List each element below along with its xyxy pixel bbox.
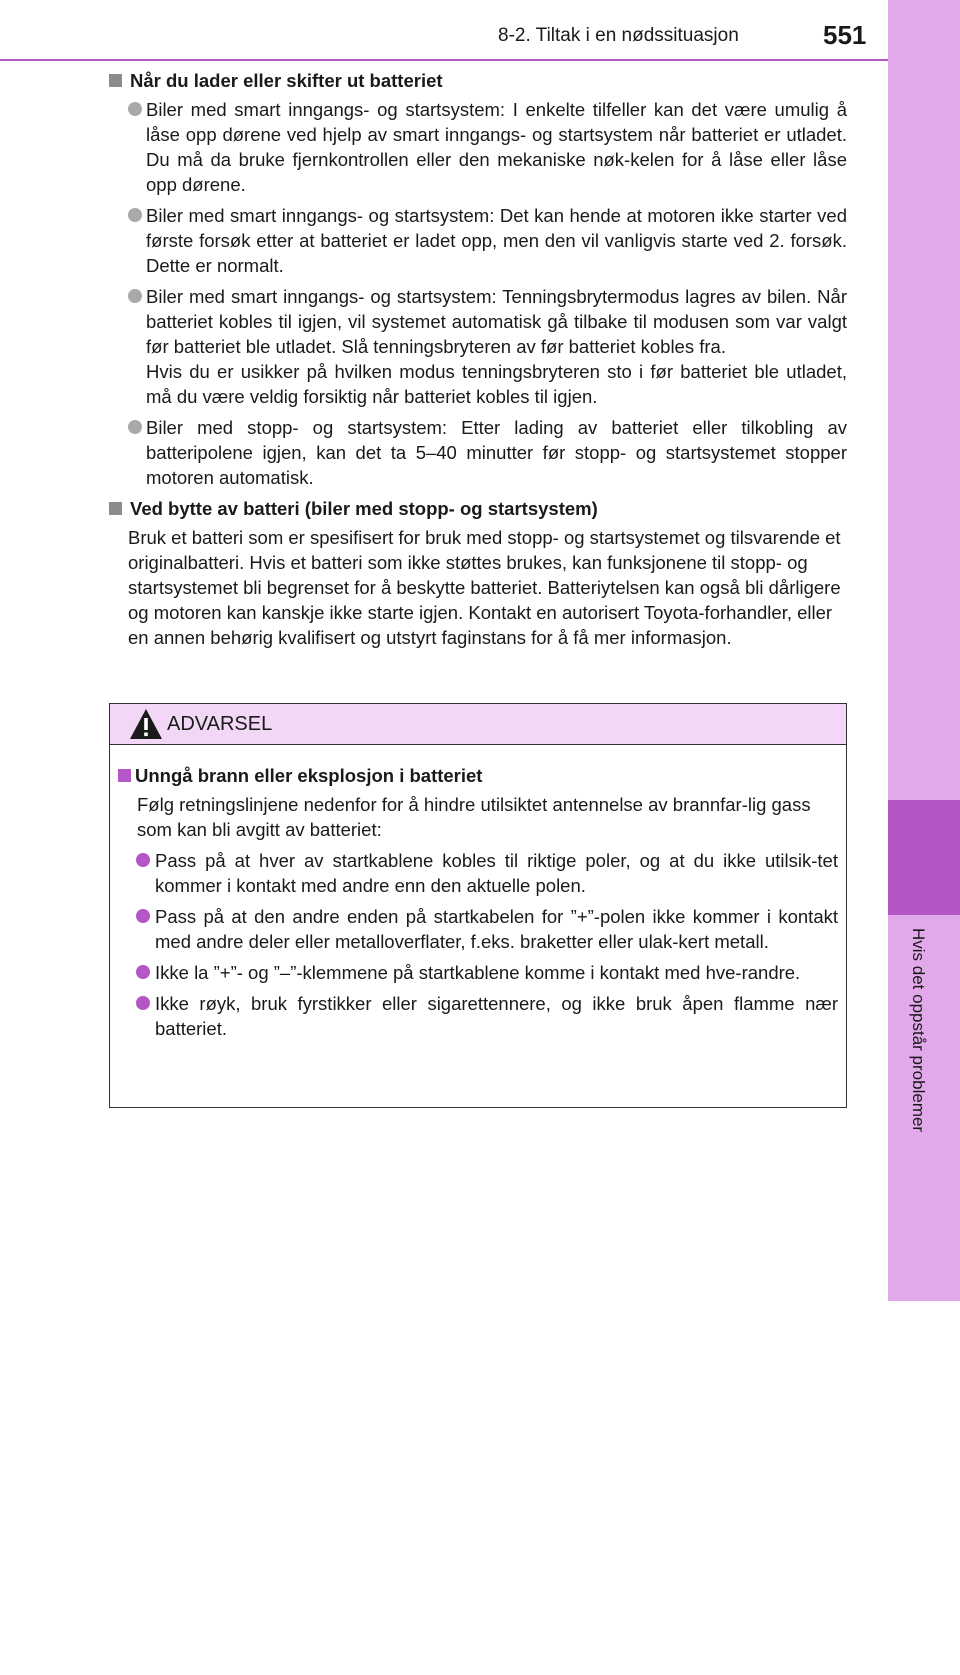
list-item: Ikke røyk, bruk fyrstikker eller sigarettennere, og ikke bruk åpen flamme nær batteriet. (118, 991, 838, 1041)
warning-box (109, 703, 847, 1108)
warning-heading: Unngå brann eller eksplosjon i batteriet (118, 763, 838, 788)
section-heading: Ved bytte av batteri (biler med stopp- og startsystem) (109, 496, 847, 521)
list-item: Biler med smart inngangs- og startsystem: Tenningsbrytermodus lagres av bilen. Når batteriet kobles til igjen, vil systemet automatisk gå tilbake til modusen som var valgt før batteriet ble utladet. Slå tenningsbryteren av før batteriet kobles fra. Hvis du er usikker på hvilken modus tenningsbryteren sto i før batteriet ble utladet, må du være veldig forsiktig når batteriet kobles til igjen. (109, 284, 847, 409)
list-item: Pass på at hver av startkablene kobles til riktige poler, og at du ikke utilsik-tet kommer i kontakt med andre enn den aktuelle polen. (118, 848, 838, 898)
warning-body (110, 745, 846, 1041)
main-content (109, 68, 847, 656)
section-title: 8-2. Tiltak i en nødssituasjon (498, 25, 739, 46)
list-item: Ikke la ”+”- og ”–”-klemmene på startkablene komme i kontakt med hve-randre. (118, 960, 838, 985)
warning-triangle-icon (129, 708, 163, 740)
chapter-title: Hvis det oppstår problemer (909, 928, 928, 1133)
list-item: Biler med smart inngangs- og startsystem: I enkelte tilfeller kan det være umulig å låse opp dørene ved hjelp av smart inngangs- og startsystem når batteriet er utladet. Du må da bruke fjernkontrollen eller den mekaniske nøk-kelen for å låse eller låse opp dørene. (109, 97, 847, 197)
list-item: Biler med smart inngangs- og startsystem: Det kan hende at motoren ikke starter ved første forsøk etter at batteriet er ladet opp, men den vil vanligvis starte ved 2. forsøk. Dette er normalt. (109, 203, 847, 278)
section-heading: Når du lader eller skifter ut batteriet (109, 68, 847, 93)
page-number: 551 (823, 20, 867, 50)
list-item: Pass på at den andre enden på startkabelen for ”+”-polen ikke kommer i kontakt med andre deler eller metalloverflater, f.eks. braketter eller ulak-kert metall. (118, 904, 838, 954)
header-divider (0, 59, 888, 61)
section-paragraph: Bruk et batteri som er spesifisert for bruk med stopp- og startsystemet og tilsvarende et originalbatteri. Hvis et batteri som ikke støttes brukes, kan funksjonene til stopp- og startsystemet bli begrenset for å beskytte batteriet. Batteriytelsen kan også bli dårligere og motoren kan kanskje ikke starte igjen. Kontakt en autorisert Toyota-forhandler, eller en annen behørig kvalifisert og utstyrt faginstans for å få mer informasjon. (128, 527, 841, 648)
warning-intro: Følg retningslinjene nedenfor for å hindre utilsiktet antennelse av brannfar-lig gass som kan bli avgitt av batteriet: (137, 794, 811, 840)
warning-title: ADVARSEL (167, 713, 273, 735)
warning-header (110, 704, 846, 745)
chapter-number: 8 (919, 1657, 929, 1674)
list-item: Biler med stopp- og startsystem: Etter lading av batteriet eller tilkobling av batteripolene igjen, kan det ta 5–40 minutter før stopp- og startsystemet stopper motoren automatisk. (109, 415, 847, 490)
